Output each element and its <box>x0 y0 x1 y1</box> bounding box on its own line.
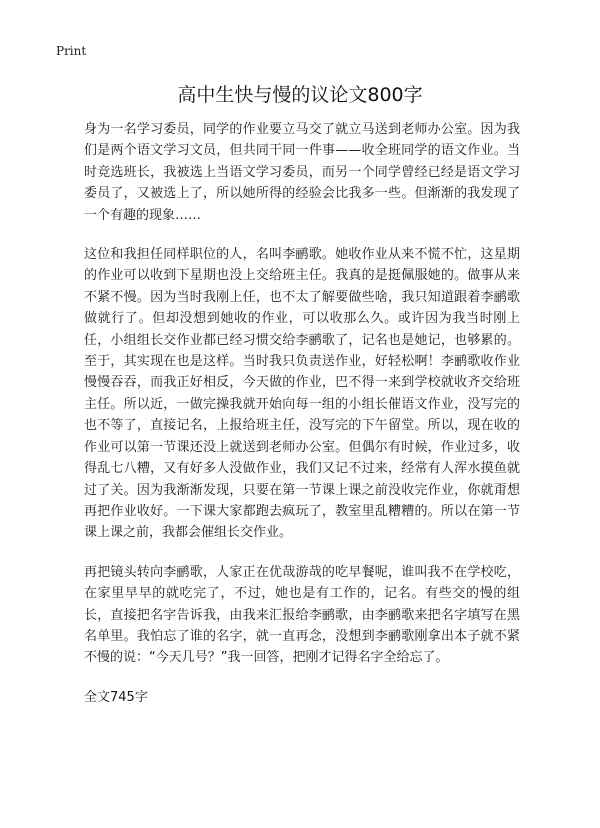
paragraph-1: 身为一名学习委员，同学的作业要立马交了就立马送到老师办公室。因为我们是两个语文学习文员，但共同干同一件事——收全班同学的语文作业。当时竞选班长，我被选上当语文学习委员，而另一个同学曾经已经是语文学习委员了，又被选上了，所以她所得的经验会比我多一些。但渐渐的我发现了一个有趣的现象…… <box>84 122 520 223</box>
print-link[interactable]: Print <box>56 44 87 58</box>
paragraph-2: 这位和我担任同样职位的人，名叫李鹂歌。她收作业从来不慌不忙，这星期的作业可以收到下星期也没上交给班主任。我真的是挺佩服她的。做事从来不紧不慢。因为当时我刚上任，也不太了解要做些啥，我只知道跟着李鹂歌做就行了。但却没想到她收的作业，可以收那么久。或许因为我当时刚上任，小组组长交作业都已经习惯交给李鹂歌了，记名也是她记，也够累的。至于，其实现在也是这样。当时我只负责送作业，好轻松啊！李鹂歌收作业慢慢吞吞，而我正好相反，今天做的作业，巴不得一来到学校就收齐交给班主任。所以近，一做完操我就开始向每一组的小组长催语文作业，没写完的也不等了，直接记名，上报给班主任，没写完的下午留堂。所以，现在收的作业可以第一节课还没上就送到老师办公室。但偶尔有时候，作业过多，收得乱七八糟，又有好多人没做作业，我们又记不过来，经常有人浑水摸鱼就过了关。因为我渐渐发现，只要在第一节课上课之前没收完作业，你就甭想再把作业收好。一下课大家都跑去疯玩了，教室里乱糟糟的。所以在第一节课上课之前，我都会催组长交作业。 <box>84 247 520 541</box>
paragraph-3: 再把镜头转向李鹂歌，人家正在优哉游哉的吃早餐呢，谁叫我不在学校吃，在家里早早的就吃完了，不过，她也是有工作的，记名。有些交的慢的组长，直接把名字告诉我，由我来汇报给李鹂歌，由李鹂歌来把名字填写在黑名单里。我怕忘了谁的名字，就一直再念，没想到李鹂歌刚拿出本子就不紧不慢的说：“今天几号？”我一回答，把刚才记得名字全给忘了。 <box>84 564 520 666</box>
page-title: 高中生快与慢的议论文800字 <box>177 84 423 106</box>
word-count: 全文745字 <box>84 689 148 705</box>
article-body <box>84 119 520 708</box>
